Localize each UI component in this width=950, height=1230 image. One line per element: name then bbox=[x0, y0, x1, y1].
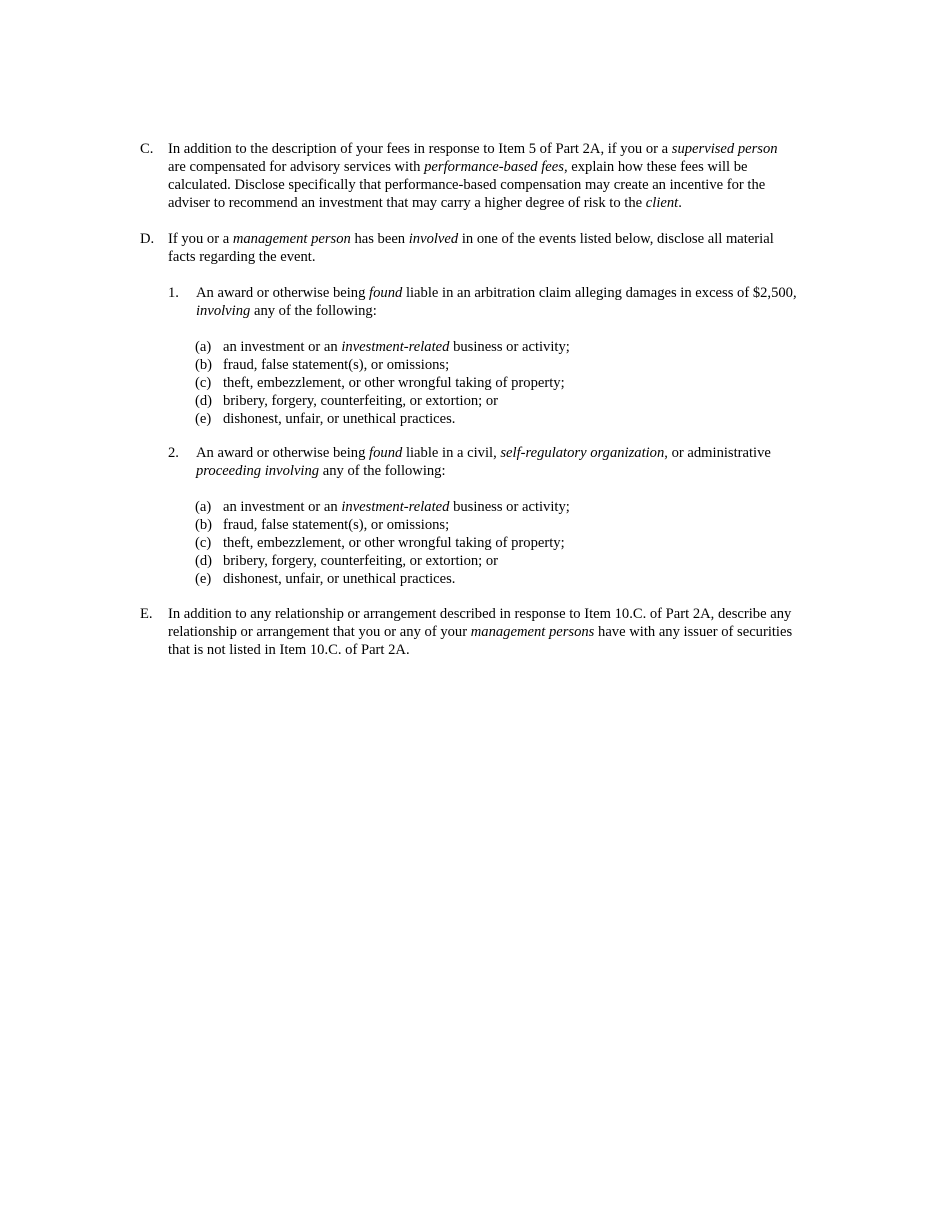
item-1-text bbox=[196, 284, 846, 320]
term-found: found bbox=[369, 445, 403, 461]
term-involved: involved bbox=[408, 231, 459, 247]
term-management-persons: management persons bbox=[470, 624, 595, 640]
list-item: (c) theft, embezzlement, or other wrongful taking of property; bbox=[195, 375, 565, 391]
item-2-sublist bbox=[195, 498, 845, 588]
item-2-line-1: An award or otherwise being found liable in a civil, self-regulatory organization, or administrative bbox=[196, 445, 771, 461]
item-1-line-1: An award or otherwise being found liable in an arbitration claim alleging damages in excess of $2,500, bbox=[196, 285, 797, 301]
term-found: found bbox=[369, 285, 403, 301]
term-supervised-person: supervised person bbox=[671, 141, 778, 157]
item-1-number: 1. bbox=[168, 285, 179, 301]
term-involving: involving bbox=[196, 303, 251, 319]
section-c-line-4: adviser to recommend an investment that may carry a higher degree of risk to the client. bbox=[168, 195, 682, 211]
list-item: (d) bribery, forgery, counterfeiting, or extortion; or bbox=[195, 393, 499, 409]
section-e-line-3: that is not listed in Item 10.C. of Part 2A. bbox=[168, 642, 410, 658]
section-c-line-1: In addition to the description of your fees in response to Item 5 of Part 2A, if you or a supervised person bbox=[168, 141, 778, 157]
item-2-number: 2. bbox=[168, 445, 179, 461]
section-c-line-2: are compensated for advisory services with performance-based fees, explain how these fees will be bbox=[168, 159, 748, 175]
term-self-regulatory-organization: self-regulatory organization bbox=[500, 445, 665, 461]
item-1-line-2: involving any of the following: bbox=[196, 303, 377, 319]
term-client: client bbox=[645, 195, 679, 211]
section-d-letter: D. bbox=[140, 231, 155, 247]
list-item: (a) an investment or an investment-related business or activity; bbox=[195, 339, 570, 355]
list-item: (c) theft, embezzlement, or other wrongful taking of property; bbox=[195, 535, 565, 551]
list-item: (e) dishonest, unfair, or unethical practices. bbox=[195, 571, 456, 587]
section-e-line-1: In addition to any relationship or arrangement described in response to Item 10.C. of Part 2A, describe any bbox=[168, 606, 792, 622]
list-item: (a) an investment or an investment-related business or activity; bbox=[195, 499, 570, 515]
term-management-person: management person bbox=[232, 231, 351, 247]
term-proceeding-involving: proceeding involving bbox=[196, 463, 320, 479]
section-e-line-2: relationship or arrangement that you or any of your management persons have with any issuer of securities bbox=[168, 624, 793, 640]
section-d-line-1: If you or a management person has been involved in one of the events listed below, disclose all material bbox=[168, 231, 774, 247]
list-item: (b) fraud, false statement(s), or omissions; bbox=[195, 517, 450, 533]
section-c-line-3: calculated. Disclose specifically that performance-based compensation may create an incentive for the bbox=[168, 177, 766, 193]
section-e-letter: E. bbox=[140, 606, 153, 622]
item-2-text bbox=[196, 444, 846, 480]
list-item: (b) fraud, false statement(s), or omissions; bbox=[195, 357, 450, 373]
section-d-text bbox=[168, 230, 840, 266]
term-performance-based-fees: performance-based fees bbox=[424, 159, 564, 175]
section-c-text bbox=[168, 140, 840, 212]
item-1-sublist bbox=[195, 338, 845, 428]
item-2-line-2: proceeding involving any of the following: bbox=[196, 463, 446, 479]
section-e-text bbox=[168, 605, 840, 659]
section-c-letter: C. bbox=[140, 141, 154, 157]
list-item: (e) dishonest, unfair, or unethical practices. bbox=[195, 411, 456, 427]
list-item: (d) bribery, forgery, counterfeiting, or extortion; or bbox=[195, 553, 499, 569]
section-d-line-2: facts regarding the event. bbox=[168, 249, 316, 265]
